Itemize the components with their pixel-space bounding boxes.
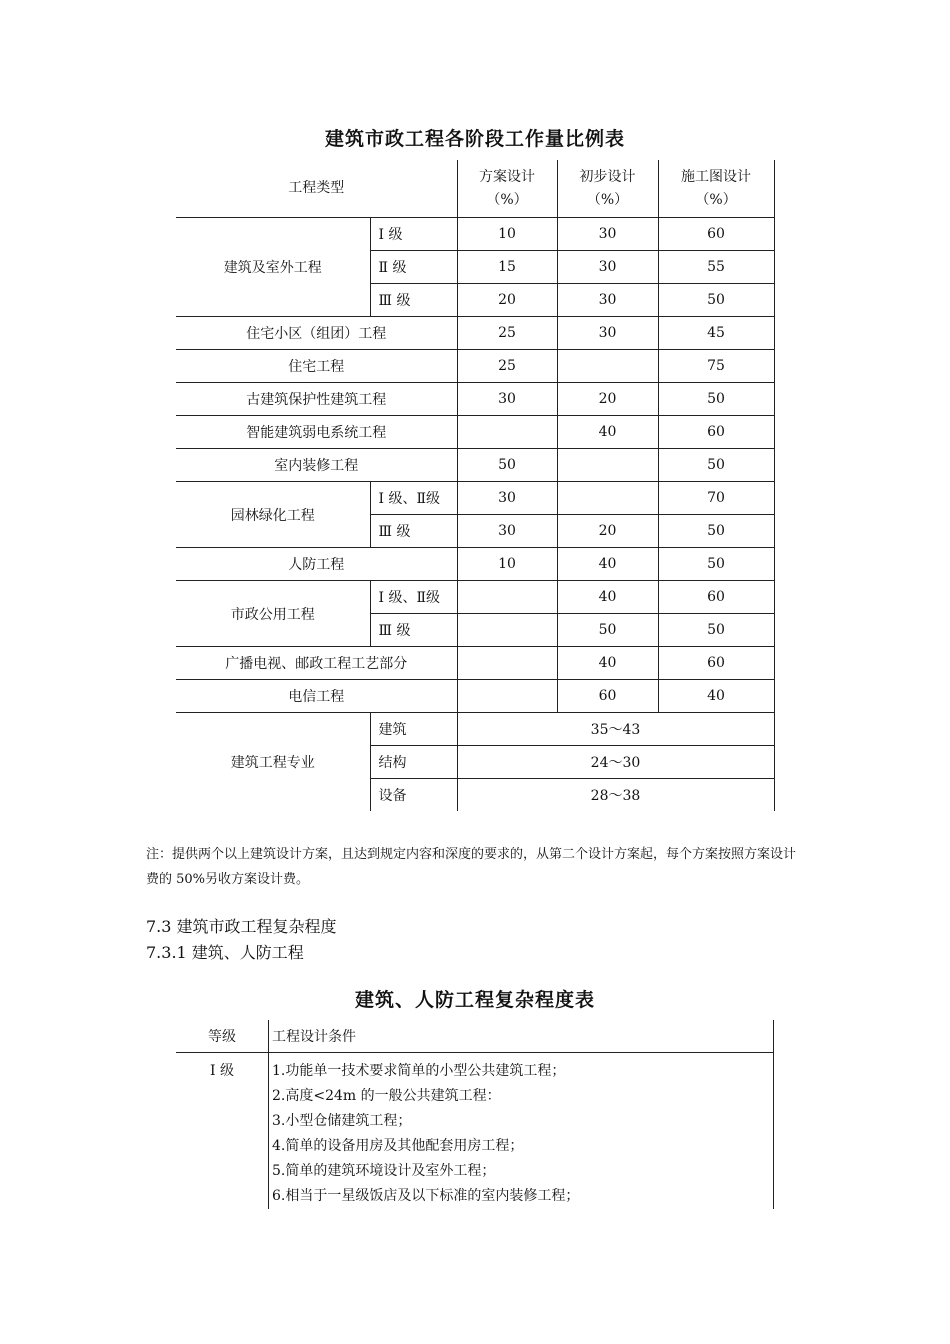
project-type-cell: 园林绿化工程 bbox=[176, 482, 370, 548]
construction-drawing-cell: 60 bbox=[658, 647, 774, 680]
condition-item: 2.高度<24m 的一般公共建筑工程： bbox=[272, 1088, 501, 1104]
grade-label: Ⅰ 级 bbox=[210, 1063, 234, 1079]
scheme-design-cell: 30 bbox=[457, 383, 557, 416]
construction-drawing-cell: 55 bbox=[658, 251, 774, 284]
table-row bbox=[176, 647, 774, 680]
table-header-row bbox=[176, 1020, 774, 1053]
construction-drawing-cell: 60 bbox=[658, 581, 774, 614]
table-row bbox=[176, 218, 774, 251]
header-cell: 方案设计 （%） bbox=[457, 160, 557, 218]
preliminary-design-cell: 30 bbox=[557, 317, 658, 350]
workload-ratio-table bbox=[176, 160, 775, 811]
construction-drawing-cell: 50 bbox=[658, 383, 774, 416]
range-cell: 35～43 bbox=[457, 713, 774, 746]
discipline-cell: 结构 bbox=[370, 746, 457, 779]
table-title: 建筑、人防工程复杂程度表 bbox=[354, 989, 595, 1011]
header-cell: 初步设计 （%） bbox=[557, 160, 658, 218]
scheme-design-cell: 50 bbox=[457, 449, 557, 482]
grade-cell: Ⅰ 级、Ⅱ级 bbox=[370, 581, 457, 614]
range-cell: 28～38 bbox=[457, 779, 774, 812]
grade-cell: Ⅰ 级 bbox=[370, 218, 457, 251]
table-row bbox=[176, 416, 774, 449]
table-row bbox=[176, 581, 774, 614]
preliminary-design-cell: 40 bbox=[557, 548, 658, 581]
header-cell: 等级 bbox=[176, 1020, 269, 1053]
construction-drawing-cell: 70 bbox=[658, 482, 774, 515]
scheme-design-cell: 30 bbox=[457, 515, 557, 548]
condition-item: 4.简单的设备用房及其他配套用房工程； bbox=[272, 1138, 524, 1154]
complexity-table bbox=[176, 1020, 774, 1209]
grade-cell: Ⅲ 级 bbox=[370, 284, 457, 317]
table-header-row bbox=[176, 160, 774, 218]
construction-drawing-cell: 50 bbox=[658, 284, 774, 317]
preliminary-design-cell: 40 bbox=[557, 416, 658, 449]
table-row bbox=[176, 317, 774, 350]
range-cell: 24～30 bbox=[457, 746, 774, 779]
preliminary-design-cell: 40 bbox=[557, 581, 658, 614]
preliminary-design-cell: 40 bbox=[557, 647, 658, 680]
scheme-design-cell: 25 bbox=[457, 317, 557, 350]
preliminary-design-cell: 20 bbox=[557, 383, 658, 416]
preliminary-design-cell: 30 bbox=[557, 218, 658, 251]
preliminary-design-cell: 60 bbox=[557, 680, 658, 713]
grade-cell: Ⅲ 级 bbox=[370, 515, 457, 548]
project-type-cell: 智能建筑弱电系统工程 bbox=[176, 416, 457, 449]
scheme-design-cell bbox=[457, 614, 557, 647]
discipline-cell: 建筑 bbox=[370, 713, 457, 746]
table-row bbox=[176, 548, 774, 581]
grade-cell bbox=[176, 1053, 269, 1210]
table-row bbox=[176, 713, 774, 746]
scheme-design-cell: 10 bbox=[457, 218, 557, 251]
construction-drawing-cell: 75 bbox=[658, 350, 774, 383]
project-type-cell: 室内装修工程 bbox=[176, 449, 457, 482]
construction-drawing-cell: 50 bbox=[658, 515, 774, 548]
condition-item: 1.功能单一技术要求简单的小型公共建筑工程； bbox=[272, 1063, 566, 1079]
scheme-design-cell: 20 bbox=[457, 284, 557, 317]
project-type-cell: 广播电视、邮政工程工艺部分 bbox=[176, 647, 457, 680]
table-row bbox=[176, 449, 774, 482]
project-type-cell: 建筑及室外工程 bbox=[176, 218, 370, 317]
project-type-cell: 市政公用工程 bbox=[176, 581, 370, 647]
preliminary-design-cell bbox=[557, 350, 658, 383]
table-row bbox=[176, 680, 774, 713]
condition-item: 6.相当于一星级饭店及以下标准的室内装修工程； bbox=[272, 1188, 580, 1204]
construction-drawing-cell: 50 bbox=[658, 449, 774, 482]
section-heading: 7.3 建筑市政工程复杂程度 bbox=[146, 917, 337, 936]
construction-drawing-cell: 50 bbox=[658, 614, 774, 647]
header-cell: 施工图设计 （%） bbox=[658, 160, 774, 218]
scheme-design-cell bbox=[457, 581, 557, 614]
preliminary-design-cell bbox=[557, 482, 658, 515]
construction-drawing-cell: 45 bbox=[658, 317, 774, 350]
construction-drawing-cell: 50 bbox=[658, 548, 774, 581]
scheme-design-cell bbox=[457, 680, 557, 713]
preliminary-design-cell: 20 bbox=[557, 515, 658, 548]
table-row bbox=[176, 350, 774, 383]
preliminary-design-cell: 30 bbox=[557, 251, 658, 284]
scheme-design-cell: 30 bbox=[457, 482, 557, 515]
table-row bbox=[176, 482, 774, 515]
construction-drawing-cell: 40 bbox=[658, 680, 774, 713]
condition-item: 5.简单的建筑环境设计及室外工程； bbox=[272, 1163, 496, 1179]
note-text: 注：提供两个以上建筑设计方案，且达到规定内容和深度的要求的，从第二个设计方案起，每个方案按照方案设计费的 50%另收方案设计费。 bbox=[146, 847, 797, 887]
table-row bbox=[176, 1053, 774, 1210]
preliminary-design-cell: 30 bbox=[557, 284, 658, 317]
construction-drawing-cell: 60 bbox=[658, 218, 774, 251]
table-title: 建筑市政工程各阶段工作量比例表 bbox=[324, 128, 625, 150]
condition-item: 3.小型仓储建筑工程； bbox=[272, 1113, 412, 1129]
project-type-cell: 电信工程 bbox=[176, 680, 457, 713]
scheme-design-cell: 25 bbox=[457, 350, 557, 383]
header-cell: 工程设计条件 bbox=[269, 1020, 774, 1053]
grade-cell: Ⅰ 级、Ⅱ级 bbox=[370, 482, 457, 515]
scheme-design-cell: 15 bbox=[457, 251, 557, 284]
project-type-cell: 建筑工程专业 bbox=[176, 713, 370, 812]
preliminary-design-cell bbox=[557, 449, 658, 482]
project-type-cell: 住宅工程 bbox=[176, 350, 457, 383]
condition-cell bbox=[269, 1053, 774, 1210]
header-cell: 工程类型 bbox=[176, 160, 457, 218]
project-type-cell: 人防工程 bbox=[176, 548, 457, 581]
grade-cell: Ⅲ 级 bbox=[370, 614, 457, 647]
discipline-cell: 设备 bbox=[370, 779, 457, 812]
preliminary-design-cell: 50 bbox=[557, 614, 658, 647]
scheme-design-cell bbox=[457, 647, 557, 680]
subsection-heading: 7.3.1 建筑、人防工程 bbox=[146, 943, 304, 962]
scheme-design-cell: 10 bbox=[457, 548, 557, 581]
scheme-design-cell bbox=[457, 416, 557, 449]
project-type-cell: 住宅小区（组团）工程 bbox=[176, 317, 457, 350]
project-type-cell: 古建筑保护性建筑工程 bbox=[176, 383, 457, 416]
table-row bbox=[176, 383, 774, 416]
construction-drawing-cell: 60 bbox=[658, 416, 774, 449]
grade-cell: Ⅱ 级 bbox=[370, 251, 457, 284]
